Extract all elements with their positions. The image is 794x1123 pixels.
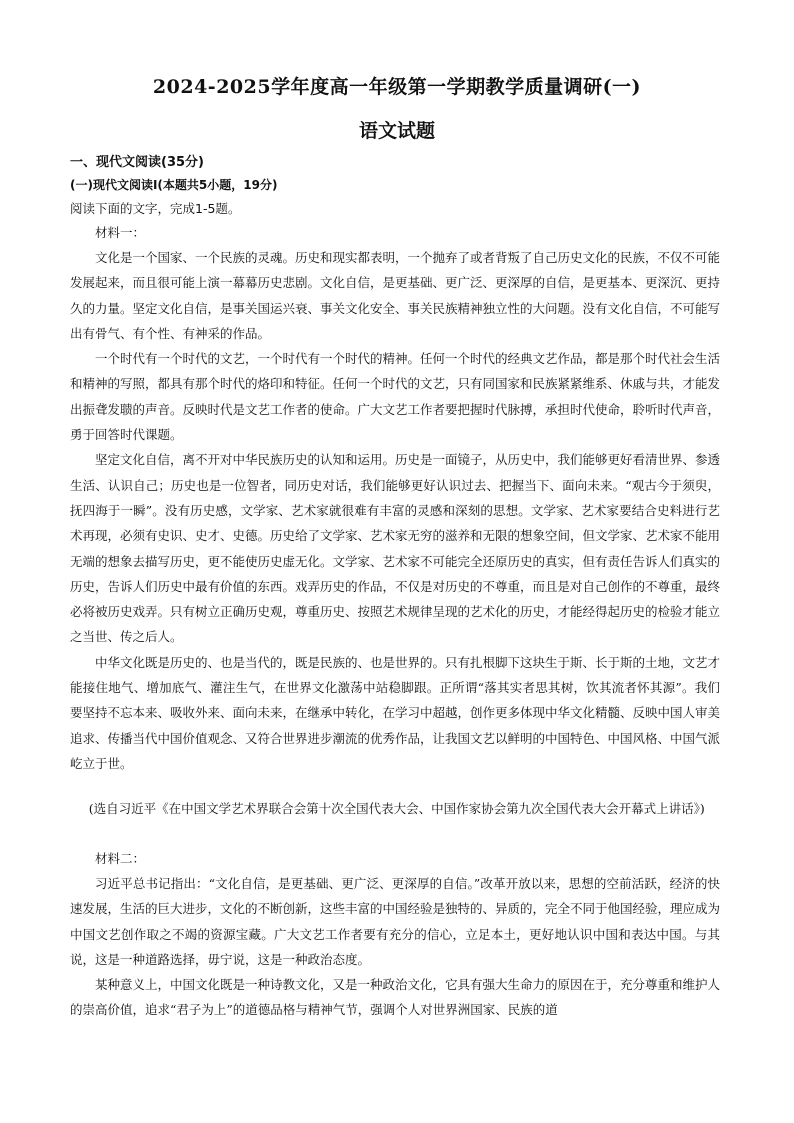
exam-title: 2024-2025学年度高一年级第一学期教学质量调研(一) [152, 76, 642, 98]
paragraph: 某种意义上，中国文化既是一种诗教文化，又是一种政治文化，它具有强大生命力的原因在于，充分尊重和维护人的崇高价值，追求“君子为上”的道德品格与精神气节，强调个人对世界洲国家、民族的道 [70, 977, 721, 1018]
part-heading: (一)现代文阅读Ⅰ(本题共5小题，19分) [70, 178, 278, 192]
material-label [70, 220, 720, 245]
material-label-text: 材料一： [95, 225, 146, 240]
material-two-text [70, 871, 720, 1023]
material-one-source [70, 796, 720, 821]
paragraph: 文化是一个国家、一个民族的灵魂。历史和现实都表明，一个抛弃了或者背叛了自己历史文化的民族，不仅不可能发展起来，而且很可能上演一幕幕历史悲剧。文化自信，是更基础、更广泛、更深厚的自信，是更基本、更深沉、更持久的力量。坚定文化自信，是事关国运兴衰、事关文化安全、事关民族精神独立性的大问题。没有文化自信，不可能写出有骨气、有个性、有神采的作品。 [70, 250, 721, 341]
paragraph: 坚定文化自信，离不开对中华民族历史的认知和运用。历史是一面镜子，从历史中，我们能够更好看清世界、参透生活、认识自己；历史也是一位智者，同历史对话，我们能够更好认识过去、把握当下、面向未来。“观古今于须臾，抚四海于一瞬”。没有历史感，文学家、艺术家就很难有丰富的灵感和深刻的思想。文学家、艺术家要结合史料进行艺术再现，必须有史识、史才、史德。历史给了文学家、艺术家无穷的滋养和无限的想象空间，但文学家、艺术家不能用无端的想象去描写历史，更不能使历史虚无化。文学家、艺术家不可能完全还原历史的真实，但有责任告诉人们真实的历史，告诉人们历史中最有价值的东西。戏弄历史的作品，不仅是对历史的不尊重，而且是对自己创作的不尊重，最终必将被历史戏弄。只有树立正确历史观，尊重历史、按照艺术规律呈现的艺术化的历史，才能经得起历史的检验才能立之当世、传之后人。 [70, 452, 721, 645]
material-one-text [70, 245, 720, 776]
paragraph: 中华文化既是历史的、也是当代的，既是民族的、也是世界的。只有扎根脚下这块生于斯、长于斯的土地，文艺才能接住地气、增加底气、灌注生气，在世界文化激荡中站稳脚跟。正所谓“落其实者思其树，饮其流者怀其源”。我们要坚持不忘本来、吸收外来、面向未来，在继承中转化，在学习中超越，创作更多体现中华文化精髓、反映中国人审美追求、传播当代中国价值观念、又符合世界进步潮流的优秀作品，让我国文艺以鲜明的中国特色、中国风格、中国气派屹立于世。 [70, 654, 721, 771]
exam-subject-title: 语文试题 [358, 120, 435, 142]
material-label [70, 846, 720, 871]
paragraph: 习近平总书记指出：“文化自信，是更基础、更广泛、更深厚的自信。”改革开放以来，思想的空前活跃，经济的快速发展，生活的巨大进步，文化的不断创新，这些丰富的中国经验是独特的、异质的，完全不同于他国经验，理应成为中国文艺创作取之不竭的资源宝藏。广大文艺工作者要有充分的信心，立足本土，更好地认识中国和表达中国。与其说，这是一种道路选择，毋宁说，这是一种政治态度。 [70, 876, 721, 967]
section-heading: 一、现代文阅读(35分) [70, 155, 204, 170]
reading-instruction: 阅读下面的文字，完成1-5题。 [70, 201, 241, 216]
material-label-text: 材料二： [95, 851, 146, 866]
source-citation: (选自习近平《在中国文学艺术界联合会第十次全国代表大会、中国作家协会第九次全国代表大会开幕式上讲话》) [88, 801, 705, 816]
paragraph: 一个时代有一个时代的文艺，一个时代有一个时代的精神。任何一个时代的经典文艺作品，都是那个时代社会生活和精神的写照，都具有那个时代的烙印和特征。任何一个时代的文艺，只有同国家和民族紧紧维系、休戚与共，才能发出振聋发聩的声音。反映时代是文艺工作者的使命。广大文艺工作者要把握时代脉搏，承担时代使命，聆听时代声音，勇于回答时代课题。 [70, 351, 721, 443]
